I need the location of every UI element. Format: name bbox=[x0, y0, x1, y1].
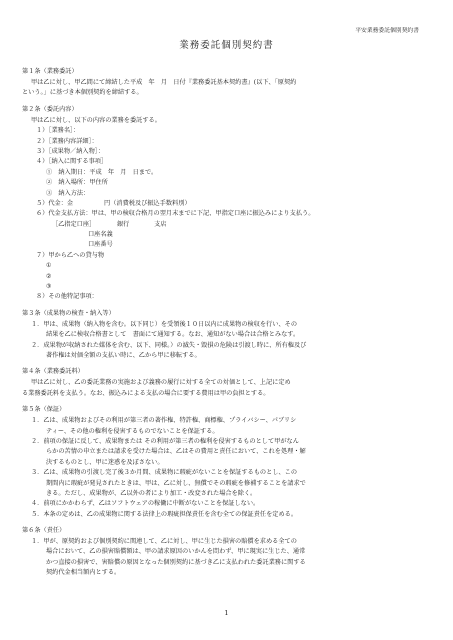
article-line: る業務委託料を支払う。なお、振込みによる支払の場合に要する費用は甲の負担とする。 bbox=[22, 389, 270, 397]
document-body bbox=[22, 66, 420, 584]
article-line: らかの苦情の申立または請求を受けた場合は、乙はその費用と責任において、これを処理・解 bbox=[46, 448, 306, 456]
article-line: ２）［業務内容詳細］： bbox=[36, 137, 98, 145]
article-line: ① 納入期日：平成 年 月 日まで。 bbox=[46, 168, 158, 176]
article-line: 口座番号 bbox=[88, 241, 113, 249]
article-section bbox=[22, 308, 420, 361]
article-line: ５）代金：金 円（消費税及び振込手数料別） bbox=[36, 199, 191, 207]
article-heading: 第３条（成果物の検査・納入等） bbox=[22, 309, 115, 317]
article-line: ① bbox=[46, 262, 52, 270]
article-line: かつ直接の損害で、害賠償の原因となった個別契約に基づき乙に支払われた委託業務に関する bbox=[46, 558, 306, 566]
article-heading: 第２条（委託内容） bbox=[22, 105, 78, 113]
article-heading: 第１条（業務委託） bbox=[22, 68, 78, 75]
article-line: ③ bbox=[46, 283, 52, 291]
article-line: ８）その他特記事項： bbox=[36, 293, 98, 301]
article-line: ［乙指定口座］ 銀行 支店 bbox=[52, 220, 167, 228]
article-section bbox=[22, 104, 420, 302]
document-title: 業務委託個別契約書 bbox=[179, 40, 274, 51]
article-line: 契約代金相当額内とする。 bbox=[46, 569, 121, 577]
article-line: ５．本条の定めは、乙の成果物に関する法律上の瑕疵担保責任を含む全ての保証責任を定める。 bbox=[31, 510, 298, 518]
article-section bbox=[22, 66, 420, 98]
article-line: 甲は乙に対し、乙の委託業務の実施および義務の履行に対する全ての対価として、上記に定め bbox=[31, 379, 291, 387]
article-line: ② 納入場所：甲住所 bbox=[46, 179, 108, 187]
article-section bbox=[22, 404, 420, 519]
article-line: ２．成果物が収納された媒体を含む、以下、同様。）の滅失・毀損の危険は引渡し時に、所有権及び bbox=[31, 341, 307, 349]
article-line: ２．前項の保証に反して、成果物または その利用が第三者の権利を侵害するものとして甲がなん bbox=[31, 437, 299, 445]
article-line: 場合において、乙の損害賠償額は、甲の請求原因のいかんを問わず、甲に現実に生じた、通常 bbox=[46, 548, 306, 556]
article-line: １．乙は、成果物およびその利用が第三者の著作権、特許権、商標権、プライバシー、パブリシ bbox=[31, 417, 297, 425]
article-line: ４．前項にかかわらず、乙はソフトウェアの稼働に中断がないことを保証しない。 bbox=[31, 500, 260, 508]
article-line: 結果を乙に検収合格書として 書面にて通知する。なお、通知がない場合は合格とみなす。 bbox=[46, 331, 300, 339]
article-line: ４）［納入に関する事項］ bbox=[36, 158, 108, 166]
article-heading: 第６条（責任） bbox=[22, 527, 66, 535]
article-line: 甲は乙に対し、甲乙間にて締結した平成 年 月 日付『業務委託基本契約書』(以下、「原契約 bbox=[31, 79, 297, 86]
article-line: 甲は乙に対し、以下の内容の業務を委託する。 bbox=[31, 116, 161, 124]
article-line: １）［業務名］： bbox=[36, 127, 80, 135]
article-line: ティー、その他の権利を侵害するものでないことを保証する。 bbox=[46, 427, 219, 435]
article-heading: 第４条（業務委託料） bbox=[22, 368, 84, 376]
article-line: 著作権は対価全額の支払い時に、乙から甲に移転する。 bbox=[46, 351, 201, 359]
article-line: ② bbox=[46, 272, 52, 280]
article-line: ３．乙は、成果物の引渡し完了後３か月間、成果物に瑕疵がないことを保証するものとし、この bbox=[31, 469, 298, 477]
article-line: ６）代金支払方法：甲は、甲の検収合格月の翌月末までに下記、甲指定口座に振込みにより支払う。 bbox=[36, 210, 315, 218]
article-line: 期間内に瑕疵が発見されたときは、甲は、乙に対し、無償でその瑕疵を修補することを請求で bbox=[46, 479, 306, 487]
article-line: 口座名義 bbox=[88, 231, 113, 239]
article-line: ③ 納入方法： bbox=[46, 189, 90, 197]
header-note: 平安業務委託個別契約書 bbox=[355, 28, 419, 34]
article-heading: 第５条（保証） bbox=[22, 406, 66, 414]
article-section bbox=[22, 525, 420, 578]
article-line: ７）甲から乙への貸与物 bbox=[36, 251, 105, 259]
article-line: きる。ただし、成果物が、乙以外の者により加工・改変された場合を除く。 bbox=[46, 489, 257, 497]
article-line: １．甲は、成果物（納入物を含む。以下同じ）を受領後１０日以内に成果物の検収を行い、その bbox=[31, 320, 298, 328]
article-line: 決するものとし、甲に迷惑を及ぼさない。 bbox=[46, 458, 164, 466]
article-line: １．甲が、原契約および個別契約に関連して、乙に対し、甲に生じた損害の賠償を求める全ての bbox=[31, 538, 297, 546]
article-line: という。」に基づき本個別契約を締結する。 bbox=[22, 89, 143, 97]
page-number: 1 bbox=[224, 609, 229, 617]
article-section bbox=[22, 366, 420, 398]
article-line: ３）［成果物／納入物］： bbox=[36, 147, 105, 155]
